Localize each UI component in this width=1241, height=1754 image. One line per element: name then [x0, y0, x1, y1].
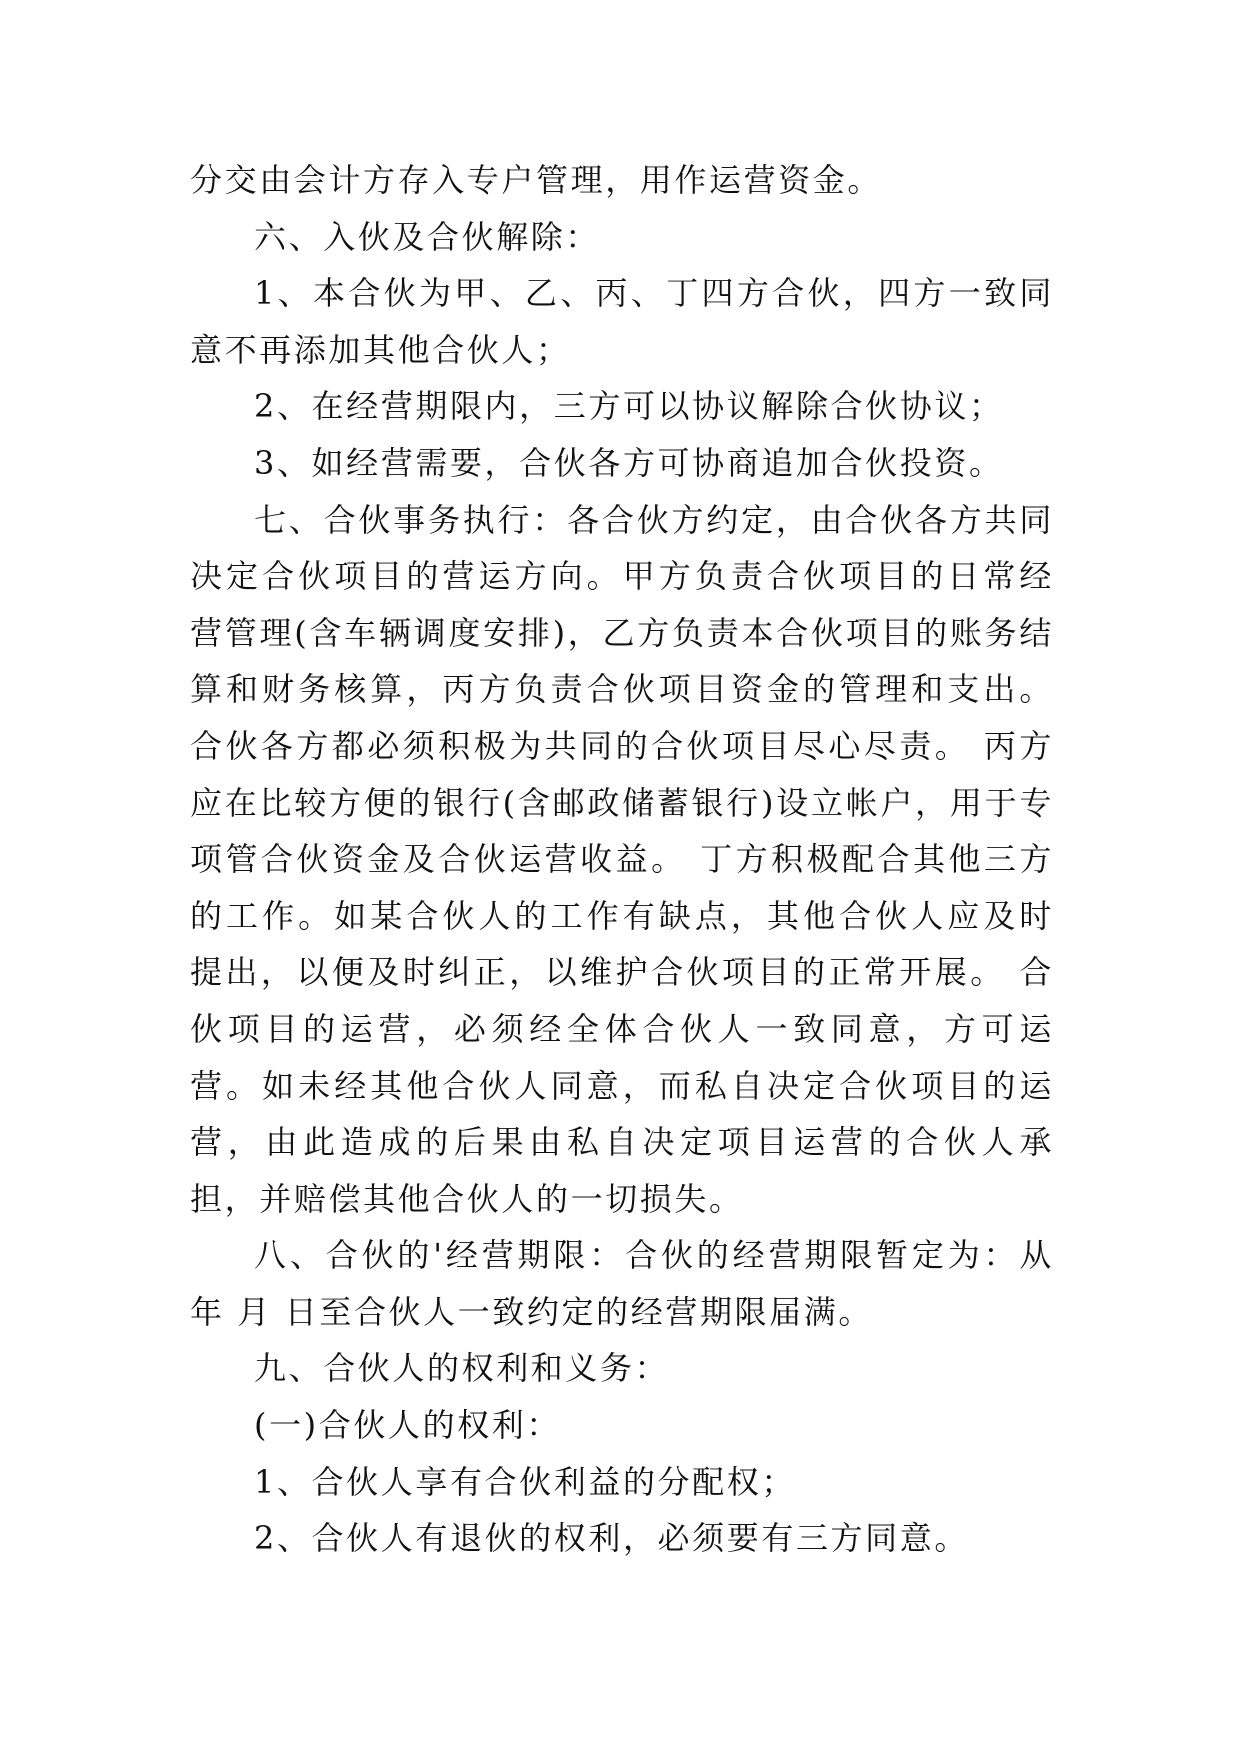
heading-section-nine: 九、合伙人的权利和义务： — [254, 1349, 670, 1388]
paragraph-section-eight: 八、合伙的'经营期限：合伙的经营期限暂定为：从 年 月 日至合伙人一致约定的经营期限届满。 — [190, 1236, 1054, 1331]
heading-section-six: 六、入伙及合伙解除： — [254, 217, 601, 256]
paragraph-fund-management: 分交由会计方存入专户管理，用作运营资金。 — [190, 161, 883, 199]
paragraph-right-2: 2、合伙人有退伙的权利，必须要有三方同意。 — [254, 1519, 969, 1558]
paragraph-right-1: 1、合伙人享有合伙利益的分配权； — [254, 1462, 796, 1501]
paragraph-section-seven: 七、合伙事务执行：各合伙方约定，由合伙各方共同决定合伙项目的营运方向。甲方负责合伙项目的日常经营管理(含车辆调度安排)，乙方负责本合伙项目的账务结算和财务核算，丙方负责合伙项目资金的管理和支出。合伙各方都必须积极为共同的合伙项目尽心尽责。 丙方应在比较方便的银行(含邮政储蓄银行)设立帐户，用于专项管合伙资金及合伙运营收益。 丁方积极配合其他三方的工作。如某合伙人的工作有缺点，其他合伙人应及时提出，以便及时纠正，以维护合伙项目的正常开展。 合伙项目的运营，必须经全体合伙人一致同意，方可运营。如未经其他合伙人同意，而私自决定合伙项目的运营，由此造成的后果由私自决定项目运营的合伙人承担，并赔偿其他合伙人的一切损失。 — [190, 500, 1054, 1218]
paragraph-clause-six-1: 1、本合伙为甲、乙、丙、丁四方合伙，四方一致同意不再添加其他合伙人； — [190, 274, 1054, 369]
paragraph-clause-six-2: 2、在经营期限内，三方可以协议解除合伙协议； — [254, 387, 1004, 426]
heading-partner-rights: (一)合伙人的权利： — [254, 1406, 561, 1445]
paragraph-clause-six-3: 3、如经营需要，合伙各方可协商追加合伙投资。 — [254, 443, 1004, 482]
document-body — [190, 152, 1054, 1567]
